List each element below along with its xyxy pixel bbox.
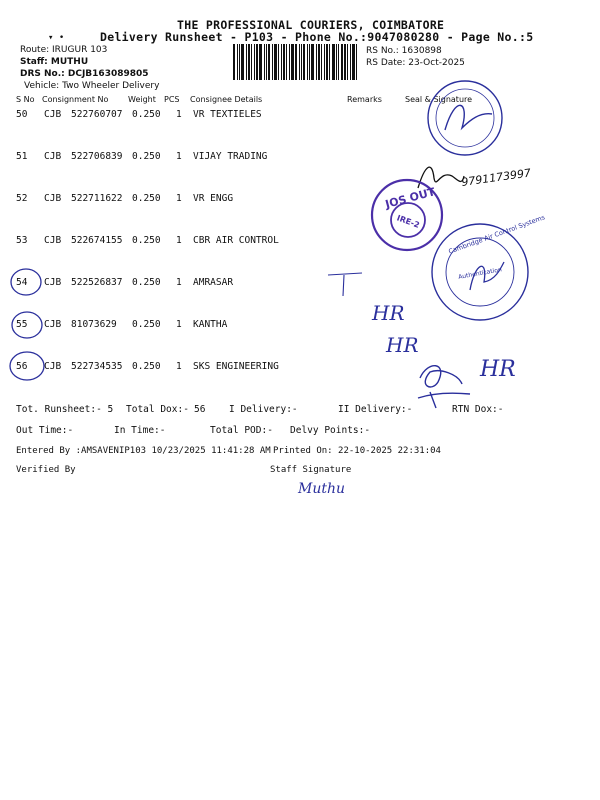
row-consignee: KANTHA — [193, 319, 228, 330]
row-prefix: CJB — [44, 235, 62, 246]
handwritten-phone: 9791173997 — [460, 166, 532, 189]
row-consignment: 522734535 — [71, 361, 123, 372]
row-consignment: 522526837 — [71, 277, 123, 288]
total-pod: Total POD:- — [210, 425, 273, 436]
total-runsheet: Tot. Runsheet:- 5 — [16, 404, 114, 415]
barcode-bar — [299, 44, 300, 80]
row-consignee: VIJAY TRADING — [193, 151, 268, 162]
table-row — [16, 109, 416, 123]
barcode-bar — [338, 44, 339, 80]
handwritten-hr-2: HR — [386, 333, 419, 357]
rtn-dox: RTN Dox:- — [452, 404, 504, 415]
row-sno: 55 — [16, 319, 28, 330]
i-delivery: I Delivery:- — [229, 404, 298, 415]
row-prefix: CJB — [44, 319, 62, 330]
barcode-bar — [233, 44, 235, 80]
row-prefix: CJB — [44, 151, 62, 162]
row-consignment: 522711622 — [71, 193, 123, 204]
col-remarks: Remarks — [347, 95, 382, 104]
barcode-bar — [311, 44, 314, 80]
drs-number: DRS No.: DCJB163089805 — [20, 69, 149, 79]
col-consignee: Consignee Details — [190, 95, 263, 104]
row-sno: 56 — [16, 361, 28, 372]
barcode-bar — [259, 44, 262, 80]
total-dox-value: 56 — [194, 404, 206, 415]
barcode-bar — [332, 44, 335, 80]
barcode-bar — [324, 44, 325, 80]
col-pcs: PCS — [164, 95, 180, 104]
barcode-bar — [350, 44, 351, 80]
row-pcs: 1 — [176, 193, 182, 204]
col-weight: Weight — [128, 95, 156, 104]
barcode-bar — [254, 44, 255, 80]
barcode-bar — [272, 44, 273, 80]
out-time: Out Time:- — [16, 425, 74, 436]
table-row — [16, 193, 416, 207]
barcode-bar — [318, 44, 320, 80]
printed-on: Printed On: 22-10-2025 22:31:04 — [273, 446, 441, 456]
row-pcs: 1 — [176, 151, 182, 162]
barcode-bar — [341, 44, 343, 80]
barcode-bar — [283, 44, 285, 80]
row-sno: 50 — [16, 109, 28, 120]
table-row — [16, 151, 416, 165]
staff-handwritten-signature: Muthu — [298, 481, 346, 497]
barcode-bar — [246, 44, 247, 80]
barcode-bar — [329, 44, 330, 80]
handwritten-hr-1: HR — [372, 301, 405, 325]
col-seal: Seal & Signature — [405, 95, 473, 104]
runsheet-title: Delivery Runsheet - P103 - Phone No.:9047080280 - Page No.:5 — [100, 30, 534, 44]
col-consignment: Consignment No — [42, 95, 109, 104]
barcode-bar — [268, 44, 270, 80]
delvy-points: Delvy Points:- — [290, 425, 371, 436]
barcode-bar — [291, 44, 294, 80]
barcode — [233, 44, 361, 80]
barcode-bar — [241, 44, 244, 80]
row-weight: 0.250 — [132, 361, 161, 372]
col-sno: S No — [16, 95, 35, 104]
barcode-bar — [289, 44, 290, 80]
row-weight: 0.250 — [132, 319, 161, 330]
row-prefix: CJB — [44, 361, 62, 372]
row-prefix: CJB — [44, 193, 62, 204]
row-sno: 53 — [16, 235, 28, 246]
row-consignee: AMRASAR — [193, 277, 234, 288]
barcode-bar — [326, 44, 328, 80]
in-time: In Time:- — [114, 425, 166, 436]
row-sno: 52 — [16, 193, 28, 204]
row-pcs: 1 — [176, 277, 182, 288]
signature-scribble-row56 — [418, 366, 470, 408]
barcode-bar — [336, 44, 337, 80]
row-weight: 0.250 — [132, 235, 161, 246]
signature-scribble — [418, 167, 464, 188]
row-prefix: CJB — [44, 109, 62, 120]
barcode-bar — [321, 44, 322, 80]
row-consignee: CBR AIR CONTROL — [193, 235, 279, 246]
row-pcs: 1 — [176, 319, 182, 330]
barcode-bar — [256, 44, 258, 80]
jos-code-text: IRE-2 — [395, 213, 421, 230]
row-prefix: CJB — [44, 277, 62, 288]
barcode-bar — [237, 44, 238, 80]
staff-label: Staff: MUTHU — [20, 57, 89, 67]
company-title: THE PROFESSIONAL COURIERS, COIMBATORE — [177, 18, 445, 32]
barcode-bar — [295, 44, 297, 80]
row-pcs: 1 — [176, 361, 182, 372]
vehicle-label: Vehicle: Two Wheeler Delivery — [24, 81, 160, 91]
row-sno: 54 — [16, 277, 28, 288]
table-row — [16, 319, 416, 333]
row-sno: 51 — [16, 151, 28, 162]
ii-delivery: II Delivery:- — [338, 404, 413, 415]
row-weight: 0.250 — [132, 277, 161, 288]
verified-by: Verified By — [16, 465, 76, 475]
row-consignment: 522674155 — [71, 235, 123, 246]
barcode-bar — [286, 44, 287, 80]
route-label: Route: IRUGUR 103 — [20, 45, 108, 55]
company-round-seal — [432, 224, 528, 320]
row-consignee: VR TEXTIELES — [193, 109, 262, 120]
handwritten-hr-3: HR — [480, 357, 516, 382]
barcode-bar — [307, 44, 308, 80]
barcode-bar — [347, 44, 348, 80]
row-weight: 0.250 — [132, 193, 161, 204]
staff-signature-label: Staff Signature — [270, 465, 352, 475]
total-dox-label: Total Dox:- — [126, 404, 189, 415]
barcode-bar — [356, 44, 357, 80]
rs-date: RS Date: 23-Oct-2025 — [366, 58, 465, 68]
top-seal-stamp — [428, 81, 502, 155]
row-consignee: VR ENGG — [193, 193, 234, 204]
row-pcs: 1 — [176, 109, 182, 120]
row-weight: 0.250 — [132, 151, 161, 162]
rs-number: RS No.: 1630898 — [366, 46, 442, 56]
entered-by: Entered By :AMSAVENIP103 10/23/2025 11:41:28 AM — [16, 446, 271, 456]
row-consignment: 522760707 — [71, 109, 123, 120]
row-pcs: 1 — [176, 235, 182, 246]
barcode-bar — [278, 44, 279, 80]
barcode-bar — [301, 44, 302, 80]
table-row — [16, 361, 416, 375]
row-consignment: 81073629 — [71, 319, 117, 330]
barcode-bar — [316, 44, 317, 80]
barcode-bar — [264, 44, 265, 80]
barcode-bar — [344, 44, 346, 80]
table-row — [16, 235, 416, 249]
barcode-bar — [281, 44, 282, 80]
row-consignment: 522706839 — [71, 151, 123, 162]
barcode-bar — [239, 44, 240, 80]
barcode-bar — [352, 44, 355, 80]
row-weight: 0.250 — [132, 109, 161, 120]
barcode-bar — [303, 44, 305, 80]
jos-out-text: JOS OUT — [383, 185, 437, 211]
barcode-bar — [251, 44, 252, 80]
table-row — [16, 277, 416, 291]
barcode-bar — [266, 44, 267, 80]
header-marks: ▾ • — [48, 33, 65, 43]
round-seal-inner-text: Authentication — [457, 266, 503, 281]
barcode-bar — [309, 44, 310, 80]
column-headers — [0, 95, 600, 107]
round-seal-text: Cambridge Air Control Systems — [447, 213, 546, 256]
row-consignee: SKS ENGINEERING — [193, 361, 279, 372]
barcode-bar — [248, 44, 250, 80]
barcode-bar — [274, 44, 277, 80]
